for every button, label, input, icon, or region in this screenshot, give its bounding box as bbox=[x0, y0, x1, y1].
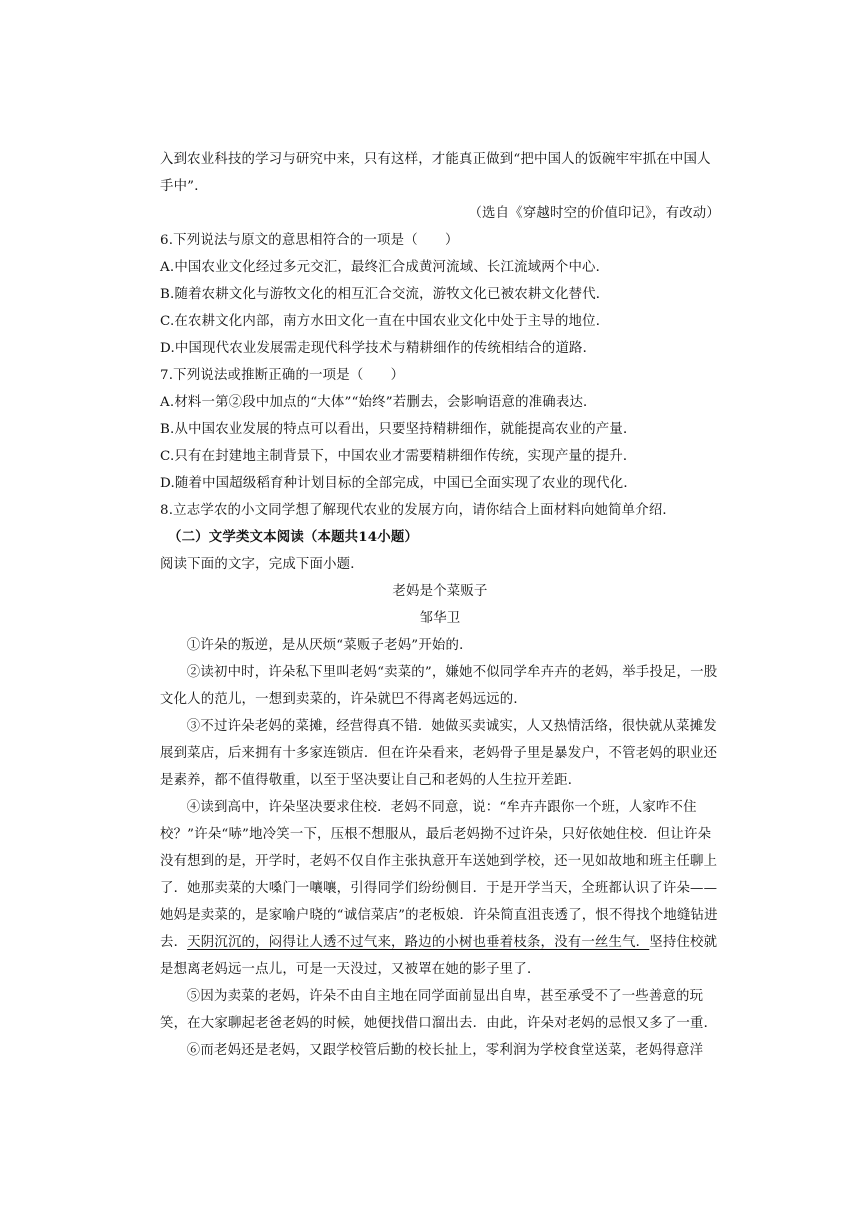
question-7-option-d: D.随着中国超级稻育种计划目标的全部完成，中国已全面实现了农业的现代化． bbox=[160, 476, 637, 491]
question-6-option-d: D.中国现代农业发展需走现代科学技术与精耕细作的传统相结合的道路． bbox=[160, 341, 597, 356]
story-paragraph-3: ③不过许朵老妈的菜摊，经营得真不错．她做买卖诚实，人又热情活络，很快就从菜摊发展到菜店，后来拥有十多家连锁店．但在许朵看来，老妈骨子里是暴发户，不管老妈的职业还是素养，都不值得敬重，以至于坚决要让自己和老妈的人生拉开差距． bbox=[160, 719, 718, 788]
story-author: 邹华卫 bbox=[419, 611, 461, 626]
source-note: （选自《穿越时空的价值印记》，有改动） bbox=[468, 206, 720, 221]
section-title: （二）文学类文本阅读（本题共14小题） bbox=[168, 529, 419, 545]
question-6-option-a: A.中国农业文化经过多元交汇，最终汇合成黄河流域、长江流域两个中心． bbox=[160, 260, 610, 275]
document-content bbox=[160, 146, 720, 1064]
intro-paragraph: 入到农业科技的学习与研究中来，只有这样，才能真正做到“把中国人的饭碗牢牢抓在中国人手中”． bbox=[160, 152, 711, 194]
question-7-option-a: A.材料一第②段中加点的“大体”“始终”若删去，会影响语意的准确表达． bbox=[160, 395, 597, 410]
story-title: 老妈是个菜贩子 bbox=[392, 584, 488, 599]
story-paragraph-4-ending: 坚持住校就是想离老妈远一点儿，可是一天没过，又被罩在她的影子里了． bbox=[160, 935, 718, 977]
story-paragraph-4-text: ④读到高中，许朵坚决要求住校．老妈不同意，说：“牟卉卉跟你一个班，人家咋不住校？”许朵“哧”地冷笑一下，压根不想服从，最后老妈拗不过许朵，只好依她住校．但让许朵没有想到的是，开学时，老妈不仅自作主张执意开车送她到学校，还一见如故地和班主任聊上了．她那卖菜的大嗓门一嚷嚷，引得同学们纷纷侧目．于是开学当天，全班都认识了许朵——她妈是卖菜的，是家喻户晓的“诚信菜店”的老板娘．许朵简直沮丧透了，恨不得找个地缝钻进去． bbox=[160, 800, 718, 950]
underlined-sentence: 天阴沉沉的，闷得让人透不过气来，路边的小树也垂着枝条，没有一丝生气． bbox=[187, 935, 650, 950]
question-6-stem: 6.下列说法与原文的意思相符合的一项是（ ） bbox=[160, 233, 459, 248]
section-instruction: 阅读下面的文字，完成下面小题． bbox=[160, 557, 364, 572]
question-7-option-b: B.从中国农业发展的特点可以看出，只要坚持精耕细作，就能提高农业的产量． bbox=[160, 422, 637, 437]
story-paragraph-5: ⑤因为卖菜的老妈，许朵不由自主地在同学面前显出自卑，甚至承受不了一些善意的玩笑，在大家聊起老爸老妈的时候，她便找借口溜出去．由此，许朵对老妈的忌恨又多了一重． bbox=[160, 989, 718, 1031]
question-6-option-c: C.在农耕文化内部，南方水田文化一直在中国农业文化中处于主导的地位． bbox=[160, 314, 610, 329]
question-7-option-c: C.只有在封建地主制背景下，中国农业才需要精耕细作传统，实现产量的提升． bbox=[160, 449, 637, 464]
story-paragraph-6: ⑥而老妈还是老妈，又跟学校管后勤的校长扯上，零利润为学校食堂送菜，老妈得意洋 bbox=[186, 1043, 704, 1058]
question-7-stem: 7.下列说法或推断正确的一项是（ ） bbox=[160, 368, 405, 383]
story-paragraph-1: ①许朵的叛逆，是从厌烦“菜贩子老妈”开始的． bbox=[186, 638, 473, 653]
question-6-option-b: B.随着农耕文化与游牧文化的相互汇合交流，游牧文化已被农耕文化替代． bbox=[160, 287, 610, 302]
story-paragraph-2: ②读初中时，许朵私下里叫老妈“卖菜的”，嫌她不似同学牟卉卉的老妈，举手投足，一股文化人的范儿，一想到卖菜的，许朵就巴不得离老妈远远的． bbox=[160, 665, 718, 707]
story-paragraph-4 bbox=[160, 794, 720, 983]
question-8-stem: 8.立志学农的小文同学想了解现代农业的发展方向，请你结合上面材料向她简单介绍． bbox=[160, 503, 677, 518]
